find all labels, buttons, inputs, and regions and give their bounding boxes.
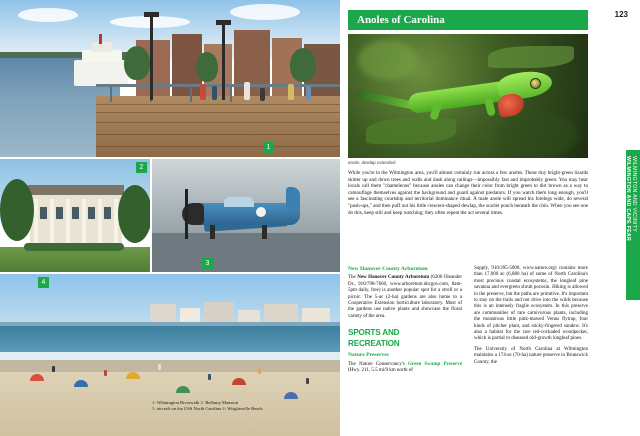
lamp-head [144, 12, 159, 17]
beachgoer [306, 378, 309, 384]
riverboat-pilothouse [92, 42, 112, 52]
beach-umbrella [176, 386, 190, 393]
sidebar-header-banner [348, 10, 588, 30]
railing [96, 84, 340, 87]
heading-new-hanover-arboretum: New Hanover County Arboretum [348, 266, 428, 272]
bokeh [498, 112, 578, 158]
side-tab-chapter: WILMINGTON AND CAPE FEAR [625, 156, 631, 242]
mansion-roof [28, 185, 124, 195]
caption-text-1: Wilmington Riverwalk [155, 400, 201, 405]
photo-badge-3: 3 [202, 258, 213, 269]
tree [118, 185, 150, 243]
preserve-name: Green Swamp Preserve [407, 361, 462, 367]
photo-badge-2: 2 [136, 162, 147, 173]
photo-wilmington-riverwalk [0, 0, 340, 157]
beach-umbrella [232, 378, 246, 385]
heading-nature-preserves: Nature Preserves [348, 352, 389, 359]
paragraph-uncw-preserve: The University of North Carolina at Wilmington maintains a 174-ac (70-ha) nature preserve in Brunswick County, the [474, 346, 588, 365]
aircraft-canopy [224, 197, 254, 207]
photo-badge-4: 4 [38, 277, 49, 288]
pedestrian [260, 88, 265, 101]
anole-eye [530, 78, 541, 89]
pedestrian [288, 84, 294, 100]
caption-text-2: Bellamy Mansion [204, 400, 239, 405]
lamp-post [150, 14, 153, 100]
bokeh [358, 40, 418, 80]
aircraft-tail [286, 187, 300, 209]
tree [290, 48, 316, 82]
beachgoer [208, 374, 211, 380]
lamp-head [216, 20, 231, 25]
cloud [18, 8, 78, 22]
column-left [348, 266, 462, 378]
lamp-post [222, 22, 225, 100]
beachgoer [158, 364, 161, 370]
beach-umbrella [126, 372, 140, 379]
riverboat-stack [99, 34, 102, 44]
beachgoer [52, 366, 55, 372]
preserve-rest: (Hwy. 211, 5.5 mi/9 km north of [348, 368, 413, 374]
paragraph-green-swamp [348, 362, 462, 375]
tree [124, 46, 150, 80]
page-number: 123 [614, 10, 628, 19]
heading-sports-line2: RECREATION [348, 338, 400, 348]
leaf [366, 118, 456, 144]
photo-uss-north-carolina-aircraft [152, 159, 340, 272]
tree [0, 179, 34, 241]
leaf [488, 46, 574, 68]
beach-umbrella [30, 374, 44, 381]
aircraft-insignia [256, 207, 266, 217]
beach-umbrella [74, 380, 88, 387]
pedestrian [244, 82, 250, 100]
pedestrian [200, 84, 206, 100]
photo-credit: anole, dewlap extended [348, 160, 396, 165]
tree [196, 52, 218, 82]
column-right [474, 266, 588, 370]
beachgoer [258, 368, 261, 374]
photo-bellamy-mansion [0, 159, 150, 272]
hedge [24, 243, 124, 251]
side-tab-section: WILMINGTON AND VICINITY [631, 156, 637, 232]
heading-sports-line1: SPORTS AND [348, 328, 400, 338]
sidebar-title: Anoles of Carolina [357, 14, 445, 26]
pedestrian [306, 86, 311, 100]
photo-caption [152, 400, 338, 413]
sidebar-body-text: While you're in the Wilmington area, you'll almost certainly run across a few anoles. These tiny bright-green lizards skitter up and down trees and walls and dash along railings—impossibly fast and improbably green. You may hear locals call them "chameleons" because anoles can change their color from bright green to dirt brown as a way to camouflage themselves against the background and guard against predators. If you watch them long enough, you'll see a fascinating courtship and territorial dominance ritual. A male anole will spread his forelegs wide, do several "push-ups," and then puff out his little crescent-shaped dewlap, the scarlet pouch beneath the chin. When you see one do this, keep still and keep watching; they often repeat the act several times. [348, 170, 588, 216]
arboretum-lead: The [348, 275, 358, 281]
caption-num-2: 2: [200, 400, 205, 405]
chapter-side-tab [626, 150, 640, 300]
riverboat-hull [74, 60, 128, 86]
caption-text-3: aircraft on the USS North Carolina [155, 406, 223, 412]
propeller [185, 189, 188, 239]
cloud [230, 4, 300, 20]
pedestrian [212, 86, 217, 100]
paragraph-green-swamp-cont: Supply, 910/395-5000, www.nature.org) contains more than 17,000 ac (6,880 ha) of some of North Carolina's most precious coastal ecosystems, the longleaf pine savanna and evergreen shrub pocosin. Hiking is allowed in the preserve, but the paths are primitive. It's important to stay on the trails and not drive into the wilds because this is an intensely fragile ecosystem. In this preserve are communities of rare carnivorous plants, including the monstrous little pink-mawed Venus flytrap, four kinds of pitcher plant, and sticky-fingered sundew. It's also a habitat for the rare red-cockaded woodpecker, which is partial to diseased old-growth longleaf pines. [474, 266, 588, 342]
caption-text-4: Wrightsville Beach [226, 406, 263, 412]
arboretum-name: New Hanover County Arboretum [357, 275, 430, 281]
deck-floor [152, 233, 340, 272]
arboretum-rest: (6206 Oleander Dr., 910/798-7660, www.arboretum.nhcgov.com, 8am-5pm daily, free) is another popular spot for a stroll or a picnic. The 5-ac (2-ha) gardens are also home to a Cooperative Extension horticulture laboratory. Most of the gardens use native plants and showcase the floral variety of the area. [348, 275, 462, 319]
caption-num-3: 3: [152, 406, 156, 412]
boardwalk [96, 96, 340, 157]
article-columns [348, 266, 588, 428]
caption-num-4: 4: [222, 406, 227, 412]
photo-badge-1: 1 [263, 142, 274, 153]
beachgoer [104, 370, 107, 376]
paragraph-arboretum [348, 275, 462, 320]
beach-umbrella [284, 392, 298, 399]
article-page [340, 0, 640, 436]
caption-num-1: 1: [152, 400, 156, 405]
preserve-lead: The Nature Conservancy's [348, 361, 408, 367]
photo-green-anole [348, 34, 588, 158]
